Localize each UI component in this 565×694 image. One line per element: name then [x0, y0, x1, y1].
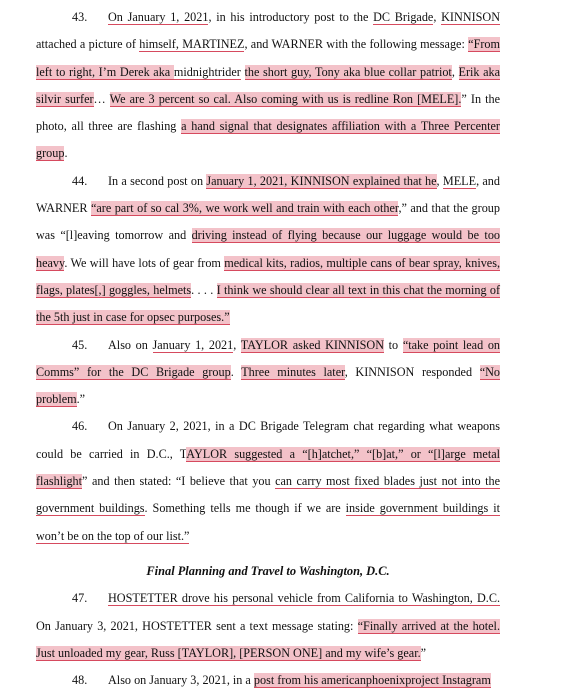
body-text: , [433, 10, 442, 24]
highlighted-text: post from his americanphoenixproject Instagram [253, 673, 491, 688]
body-text: On January 2, 2021, in a DC Brigade Telegram chat regarding what weapons could be carried in D.C., T [36, 419, 500, 461]
paragraph-number: 44. [72, 173, 88, 188]
body-text: Also on [108, 337, 153, 352]
body-text: . [230, 364, 242, 379]
paragraph-45 [36, 332, 500, 414]
underlined-text: midnightrider [173, 64, 241, 79]
body-text: .” [76, 392, 86, 407]
highlighted-text: ” [224, 310, 230, 325]
highlighted-text: AYLOR suggested a “[h]atchet,” “[b]at,” or “[l]arge metal flashlight [36, 446, 501, 489]
body-text: to [384, 337, 403, 352]
highlighted-text: I think we should clear all text in this chat the morning of the 5th just in case for opsec purposes. [36, 282, 501, 325]
paragraph-44 [36, 168, 500, 332]
section-heading: Final Planning and Travel to Washington, D.C. [146, 563, 390, 578]
body-text: … [93, 91, 110, 106]
paragraph-number: 45. [72, 337, 88, 352]
body-text: attached a picture of [36, 37, 140, 52]
underlined-text: MELE [442, 173, 477, 188]
highlighted-text: TAYLOR asked KINNISON [240, 337, 385, 352]
highlighted-text: . Also coming with us is redline Ron [MELE]. [227, 91, 462, 106]
highlighted-text: the short guy, Tony aka blue collar patriot [244, 64, 452, 79]
body-text [241, 65, 245, 79]
highlighted-text: “No problem [36, 364, 501, 407]
body-text: In a second post on [108, 173, 207, 188]
underlined-text: HOSTETTER drove his personal vehicle from California to Washington, D.C. [108, 591, 500, 606]
body-text: On January 3, 2021, HOSTETTER sent a text message stating: [36, 618, 358, 633]
paragraph-47 [36, 585, 500, 667]
body-text: ,” and that the group was “[l]eaving tomorrow and [36, 201, 500, 243]
body-text: Also on January 3, 2021, in a [108, 673, 254, 688]
body-text: . We will have lots of gear from [64, 255, 225, 270]
body-text: . Something tells me though if we are [144, 501, 346, 516]
underlined-text: can carry most fixed blades just not into the government buildings [36, 474, 501, 516]
highlighted-text: Erik aka silvir surfer [36, 64, 501, 106]
paragraph-46 [36, 413, 500, 549]
paragraph-number: 43. [72, 10, 88, 24]
underlined-text: himself, MARTINEZ [139, 37, 245, 52]
paragraphs-section-1 [36, 4, 500, 550]
underlined-text: KINNISON [441, 10, 501, 24]
body-text: . . . . [191, 282, 217, 297]
underlined-text: On January 1, 2021 [108, 10, 209, 24]
highlighted-text: Three minutes later [241, 364, 345, 379]
paragraph-43 [36, 4, 500, 168]
body-text: , in his introductory post to the [208, 10, 374, 24]
underlined-text: inside government buildings it won’t be on the top of our list. [36, 501, 500, 543]
body-text: ” In the photo, all three are flashing [36, 91, 501, 134]
underlined-text: ” [184, 528, 190, 543]
document-page [36, 4, 500, 694]
body-text: , KINNISON responded [344, 364, 480, 379]
paragraph-48 [36, 667, 500, 694]
body-text: , [436, 173, 443, 188]
highlighted-text: I’m Derek aka [98, 64, 174, 79]
body-text: , [451, 64, 459, 79]
highlighted-text: driving instead of flying because our luggage would be too heavy [36, 228, 501, 270]
paragraph-number: 47. [72, 591, 88, 606]
highlighted-text: January 1, 2021, KINNISON explained that he [206, 173, 437, 188]
body-text: ” [420, 645, 427, 660]
highlighted-text: “From left to right, [36, 37, 500, 79]
paragraph-number: 46. [72, 419, 88, 434]
body-text: ” and then stated: “I believe that you [82, 474, 276, 489]
body-text: . [64, 146, 68, 161]
highlighted-text: a hand signal that designates affiliation with a Three Percenter group [36, 119, 500, 161]
highlighted-text: “Finally arrived at the hotel. Just unloaded my gear, Russ [TAYLOR], [PERSON ONE] and my wife’s gear. [36, 618, 500, 660]
highlighted-text: “take point lead on Comms” for the DC Brigade group [36, 337, 501, 379]
body-text: , and WARNER [36, 173, 500, 216]
highlighted-text: medical kits, radios, multiple cans of bear spray, knives, flags, plates[,] goggles, helmets [36, 255, 501, 297]
underlined-text: DC Brigade [373, 10, 434, 24]
body-text: , and WARNER with the following message: [244, 37, 469, 52]
body-text: , [233, 337, 241, 352]
highlighted-text: We are 3 percent so cal [109, 91, 228, 106]
highlighted-text: “are part of so cal 3%, we work well and train with each other [90, 201, 399, 216]
paragraph-number: 48. [72, 673, 88, 688]
underlined-text: January 1, 2021 [152, 337, 234, 352]
